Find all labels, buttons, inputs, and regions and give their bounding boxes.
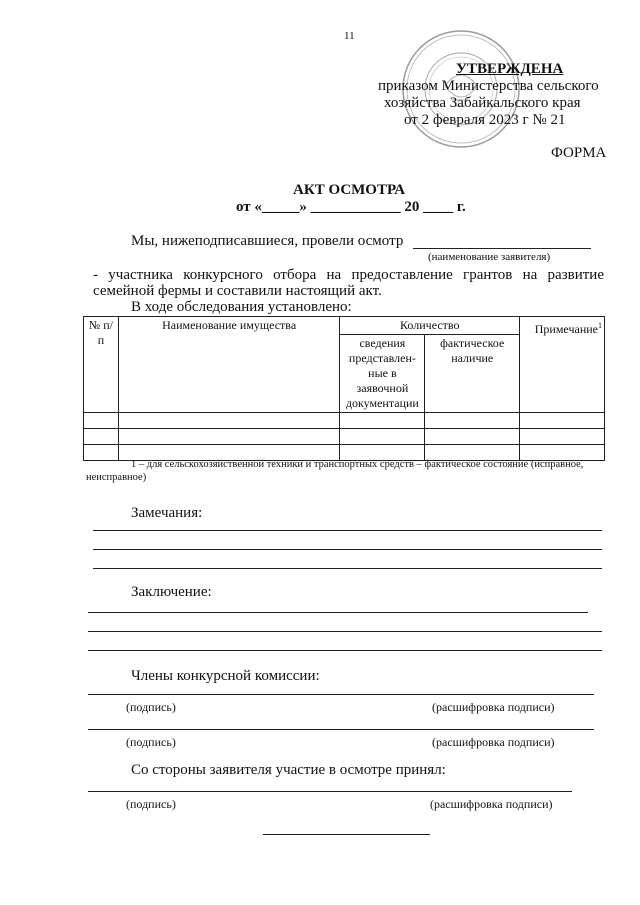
signature-decode-caption: (расшифровка подписи)	[430, 797, 553, 811]
intro-line-4: В ходе обследования установлено:	[131, 299, 352, 315]
header-property-name: Наименование имущества	[118, 317, 340, 413]
commission-label: Члены конкурсной комиссии:	[131, 668, 320, 684]
table-row	[84, 429, 605, 445]
bottom-separator-line	[263, 834, 430, 835]
applicant-label: Со стороны заявителя участие в осмотре принял:	[131, 762, 446, 778]
applicant-name-caption: (наименование заявителя)	[428, 251, 551, 263]
remarks-label: Замечания:	[131, 505, 203, 521]
approval-title: УТВЕРЖДЕНА	[456, 61, 564, 77]
conclusion-line	[88, 650, 602, 651]
document-title: АКТ ОСМОТРА	[293, 182, 406, 198]
page-number: 11	[344, 30, 355, 42]
signature-caption: (подпись)	[126, 700, 176, 714]
conclusion-line	[88, 612, 588, 613]
signature-decode-caption: (расшифровка подписи)	[432, 735, 555, 749]
header-note	[520, 317, 605, 413]
intro-line-2: - участника конкурсного отбора на предоставление грантов на развитие	[93, 267, 604, 283]
applicant-signature-line	[88, 791, 572, 792]
remarks-line	[93, 568, 602, 569]
conclusion-label: Заключение:	[131, 584, 212, 600]
header-actual: фактическое наличие	[425, 335, 520, 413]
document-date-line: от «_____» ____________ 20 ____ г.	[236, 199, 466, 215]
footnote-line-1: 1 – для сельскохозяйственной техники и транспортных средств – фактическое состояние (исправное,	[131, 459, 584, 470]
approval-line-2: хозяйства Забайкальского края	[384, 95, 581, 111]
form-label: ФОРМА	[551, 145, 607, 161]
header-note-label: Примечание	[534, 322, 598, 336]
footnote-line-2: неисправное)	[86, 472, 147, 483]
table-row	[84, 413, 605, 429]
inspection-table	[83, 316, 605, 461]
signature-caption: (подпись)	[126, 735, 176, 749]
header-note-sup: 1	[598, 321, 602, 330]
signature-caption: (подпись)	[126, 797, 176, 811]
intro-line-3: семейной фермы и составили настоящий акт.	[93, 283, 382, 299]
signature-decode-caption: (расшифровка подписи)	[432, 700, 555, 714]
header-quantity: Количество	[340, 317, 520, 335]
applicant-name-line	[413, 248, 591, 249]
commission-signature-line	[88, 694, 594, 695]
header-number: № п/п	[84, 317, 119, 413]
remarks-line	[93, 530, 602, 531]
header-declared: сведения представлен-ные в заявочной документации	[340, 335, 425, 413]
intro-line-1: Мы, нижеподписавшиеся, провели осмотр	[131, 233, 404, 249]
approval-line-3: от 2 февраля 2023 г № 21	[404, 112, 566, 128]
conclusion-line	[88, 631, 602, 632]
commission-signature-line	[88, 729, 594, 730]
approval-line-1: приказом Министерства сельского	[378, 78, 599, 94]
remarks-line	[93, 549, 602, 550]
